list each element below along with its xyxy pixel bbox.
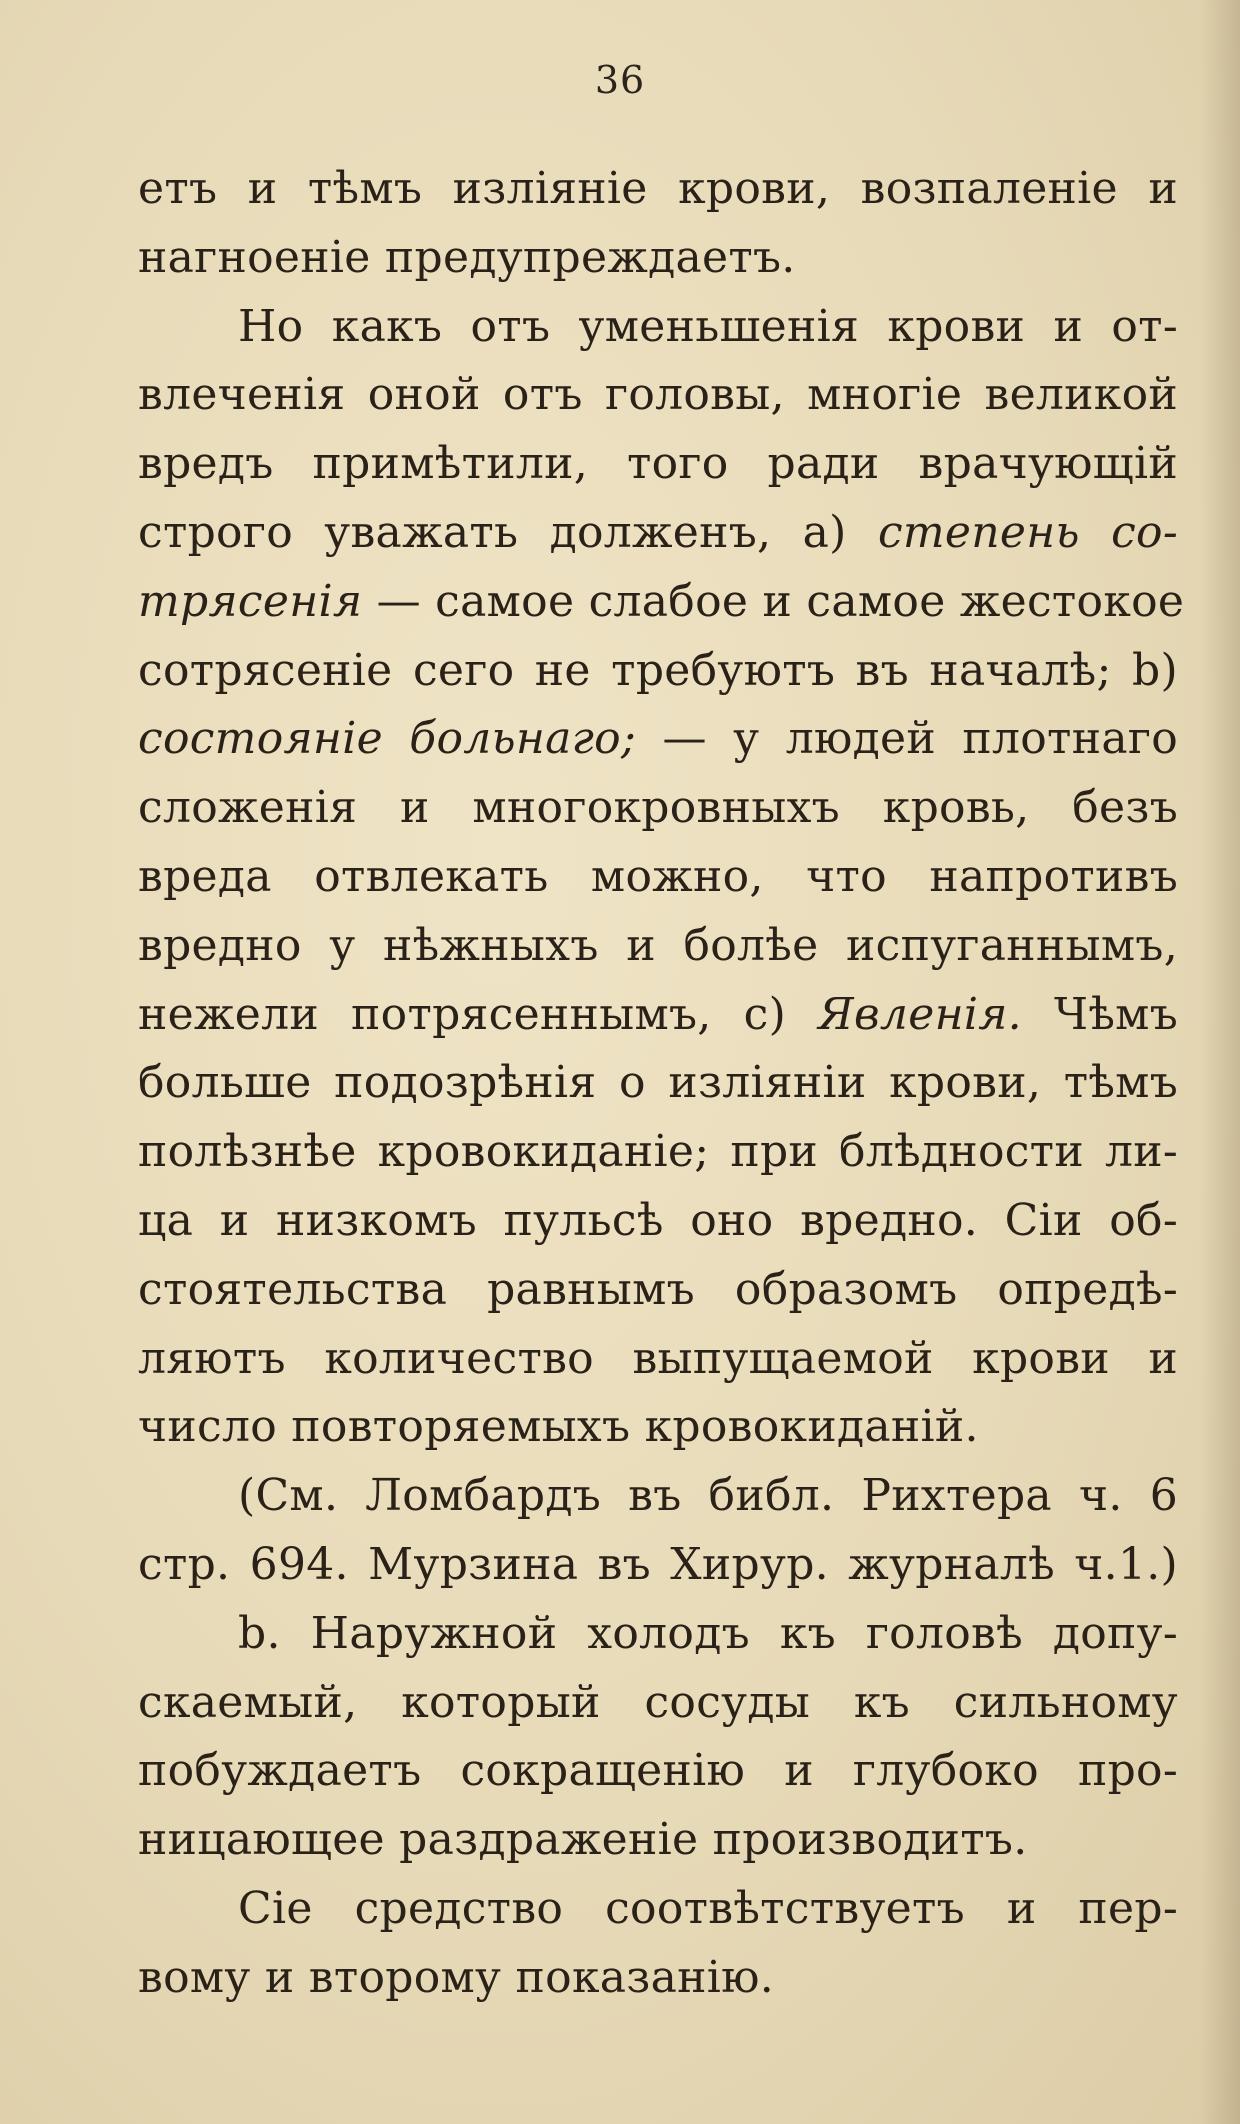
text-line: етъ и тѣмъ изліяніе крови, возпаленіе и bbox=[138, 163, 1178, 214]
text-line: Сіе средство соотвѣтствуетъ и пер- bbox=[238, 1882, 1178, 1934]
text-line: трясенія — самое слабое и самое жестокое bbox=[138, 575, 1185, 627]
body-text bbox=[138, 155, 1185, 2013]
text-line: ляютъ количество выпущаемой крови и bbox=[138, 1332, 1178, 1384]
text-line: нежели потрясеннымъ, с) Явленія. Чѣмъ bbox=[138, 988, 1178, 1040]
text-line: вреда отвлекать можно, что напротивъ bbox=[138, 850, 1178, 902]
text-line: вредно у нѣжныхъ и болѣе испуганнымъ, bbox=[138, 919, 1178, 971]
text-line: побуждаетъ сокращенію и глубоко про- bbox=[138, 1745, 1178, 1797]
text-line: состояніе больнаго; — у людей плотнаго bbox=[138, 713, 1178, 765]
text-line: стоятельства равнымъ образомъ опредѣ- bbox=[138, 1263, 1178, 1315]
text-line: b. Наружной холодъ къ головѣ допу- bbox=[238, 1607, 1178, 1659]
text-line: ца и низкомъ пульсѣ оно вредно. Сіи об- bbox=[138, 1194, 1178, 1246]
text-line: Но какъ отъ уменьшенія крови и от- bbox=[238, 300, 1178, 352]
text-line: ницающее раздраженіе производитъ. bbox=[138, 1814, 1028, 1866]
text-line: сложенія и многокровныхъ кровь, безъ bbox=[138, 782, 1178, 834]
text-line: (См. Ломбардъ въ библ. Рихтера ч. 6 bbox=[238, 1470, 1178, 1522]
text-line: стр. 694. Мурзина въ Хирур. журналѣ ч.1.) bbox=[138, 1538, 1178, 1590]
text-line: число повторяемыхъ кровокиданій. bbox=[138, 1401, 979, 1453]
page-number: 36 bbox=[594, 58, 646, 102]
text-line: строго уважать долженъ, а) степень со- bbox=[138, 506, 1178, 558]
text-line: сотрясеніе сего не требуютъ въ началѣ; b) bbox=[138, 644, 1178, 696]
text-line: полѣзнѣе кровокиданіе; при блѣдности ли- bbox=[138, 1126, 1178, 1178]
text-line: скаемый, который сосуды къ сильному bbox=[138, 1676, 1178, 1728]
text-line: вредъ примѣтили, того ради врачующій bbox=[138, 438, 1178, 490]
text-line: больше подозрѣнія о изліяніи крови, тѣмъ bbox=[138, 1057, 1178, 1109]
page-edge-shadow bbox=[1200, 0, 1240, 2124]
text-line: вому и второму показанію. bbox=[138, 1951, 775, 2003]
text-line: влеченія оной отъ головы, многіе великой bbox=[138, 369, 1178, 421]
text-line: нагноеніе предупреждаетъ. bbox=[138, 231, 796, 283]
